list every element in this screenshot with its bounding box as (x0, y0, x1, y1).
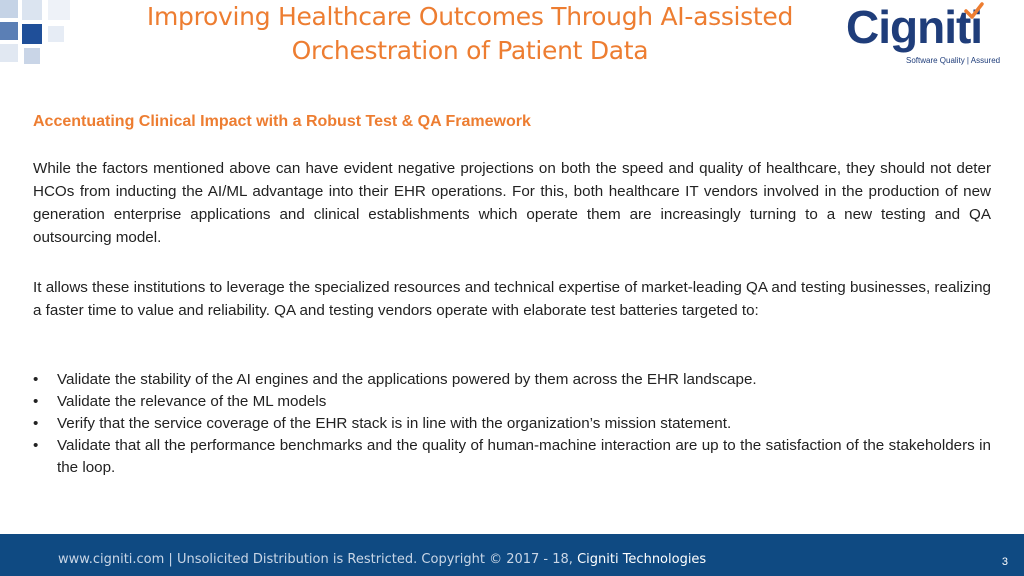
list-item (33, 413, 991, 435)
list-item-text: Validate the stability of the AI engines and the applications powered by them across the EHR landscape. (57, 371, 757, 388)
page-number: 3 (1001, 556, 1008, 568)
title-line-1: Improving Healthcare Outcomes Through AI-assisted (146, 2, 794, 31)
body-paragraph-2: It allows these institutions to leverage the specialized resources and technical expertise of market-leading QA and testing businesses, realizing a faster time to value and reliability. QA and testing vendors operate with elaborate test batteries targeted to: (33, 279, 991, 319)
bullet-marker: • (33, 437, 39, 454)
list-item-text: Verify that the service coverage of the EHR stack is in line with the organization’s mission statement. (57, 415, 732, 432)
logo-tagline: Software Quality | Assured (906, 56, 1001, 65)
title-line-2: Orchestration of Patient Data (291, 36, 649, 65)
body-paragraph-1: While the factors mentioned above can have evident negative projections on both the speed and quality of healthcare, they should not deter HCOs from inducting the AI/ML advantage into their EHR operations. For this, both healthcare IT vendors involved in the production of new generation enterprise applications and clinical establishments which operate them are increasingly turning to a new testing and QA outsourcing model. (33, 160, 991, 246)
list-item-text: Validate that all the performance benchmarks and the quality of human-machine interaction are up to the satisfaction of the stakeholders in the loop. (57, 437, 991, 476)
bullet-marker: • (33, 393, 39, 410)
bullet-marker: • (33, 371, 39, 388)
logo-wordmark: Cigniti (846, 1, 983, 53)
section-heading: Accentuating Clinical Impact with a Robust Test & QA Framework (33, 113, 531, 130)
list-item-text: Validate the relevance of the ML models (57, 393, 327, 410)
footer-copyright: www.cigniti.com | Unsolicited Distribution is Restricted. Copyright © 2017 - 18, (58, 552, 578, 567)
company-logo (846, 2, 1006, 68)
list-item (33, 435, 991, 479)
checkmark-icon (964, 2, 984, 20)
list-item (33, 391, 991, 413)
page-title (0, 0, 940, 68)
footer-bar (0, 534, 1024, 576)
footer-company: Cigniti Technologies (577, 552, 707, 567)
footer-text (58, 551, 706, 569)
list-item (33, 369, 991, 391)
bullet-marker: • (33, 415, 39, 432)
bullet-list (33, 369, 991, 479)
